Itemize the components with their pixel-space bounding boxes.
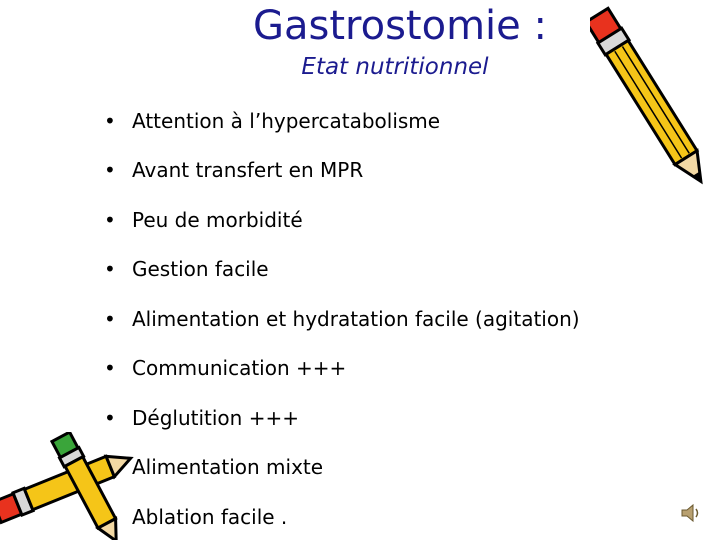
slide-title: Gastrostomie :	[253, 3, 547, 49]
pencil-icon	[30, 432, 150, 540]
bullet-text: Gestion facile	[132, 257, 269, 282]
bullet-text: Avant transfert en MPR	[132, 158, 364, 183]
bullet-list	[104, 96, 580, 542]
bullet-marker: •	[104, 108, 116, 133]
list-item	[104, 492, 580, 542]
slide-subtitle: Etat nutritionnel	[301, 54, 489, 80]
list-item	[104, 443, 580, 493]
bullet-text: Déglutition +++	[132, 405, 299, 430]
bullet-marker: •	[104, 158, 116, 183]
bullet-text: Attention à l’hypercatabolisme	[132, 108, 441, 133]
bullet-marker: •	[104, 356, 116, 381]
bullet-text: Alimentation mixte	[132, 455, 324, 480]
bullet-text: Alimentation et hydratation facile (agitation)	[132, 306, 580, 331]
list-item	[104, 344, 580, 394]
list-item	[104, 393, 580, 443]
bullet-text: Peu de morbidité	[132, 207, 303, 232]
bullet-text: Communication +++	[132, 356, 347, 381]
list-item	[104, 96, 580, 146]
bullet-marker: •	[104, 207, 116, 232]
bullet-marker: •	[104, 306, 116, 331]
pencil-icon	[590, 0, 710, 200]
bullet-text: Ablation facile .	[132, 504, 288, 529]
bullet-marker: •	[104, 257, 116, 282]
bullet-marker: •	[104, 405, 116, 430]
list-item	[104, 245, 580, 295]
list-item	[104, 146, 580, 196]
list-item	[104, 294, 580, 344]
speaker-icon[interactable]	[680, 502, 702, 524]
list-item	[104, 195, 580, 245]
